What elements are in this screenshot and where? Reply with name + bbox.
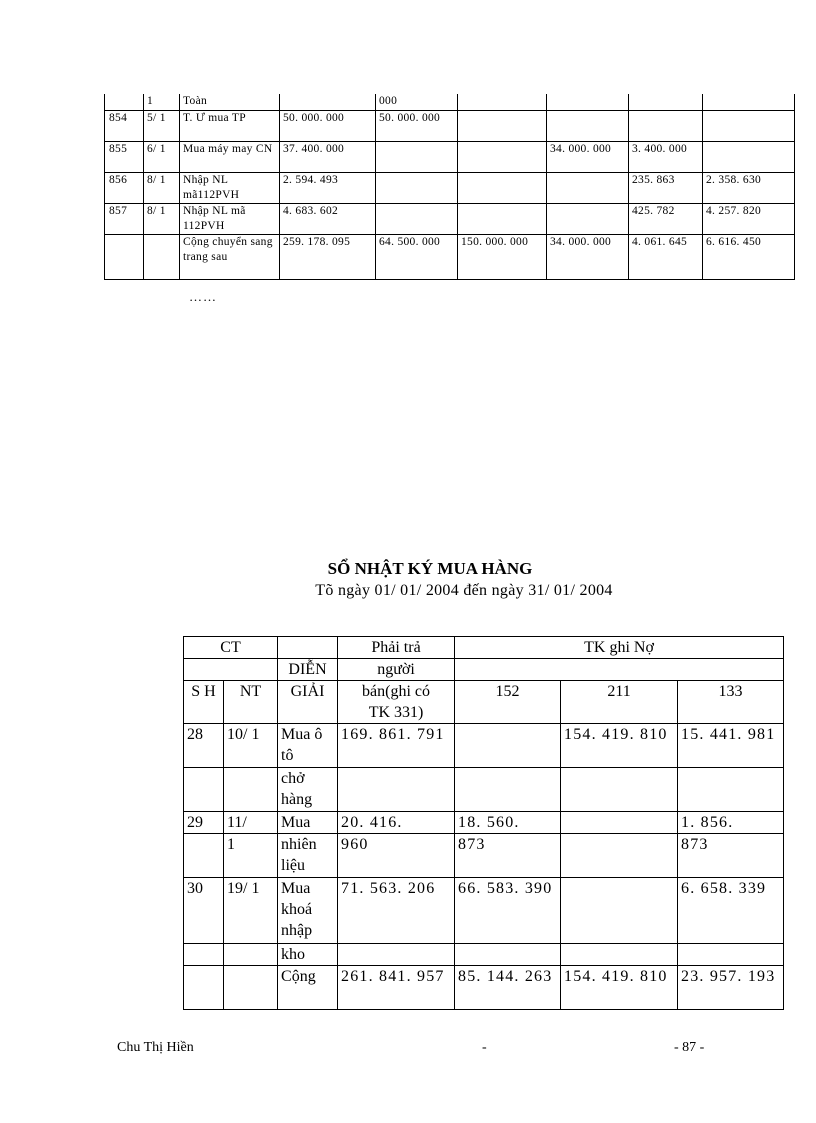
cell-total [280, 94, 376, 111]
cell-desc: kho [278, 944, 338, 966]
page-number: - 87 - [674, 1040, 705, 1055]
cell-value [376, 142, 458, 173]
header-acc-133: 133 [678, 681, 784, 724]
cell-sh [184, 944, 224, 966]
cell-nt [224, 944, 278, 966]
cell-sh: 854 [105, 111, 144, 142]
cell-desc: Mua ô tô [278, 724, 338, 768]
cell-sh: 29 [184, 812, 224, 834]
cell-desc: chở hàng [278, 768, 338, 812]
cell-nt: 1 [224, 834, 278, 878]
cell-total: 259. 178. 095 [280, 235, 376, 280]
cell-payable: 960 [338, 834, 455, 878]
table-row [184, 768, 784, 812]
cell-payable: 20. 416. [338, 812, 455, 834]
cell-acc-152 [455, 944, 561, 966]
table-row [184, 812, 784, 834]
header-acc-211: 211 [561, 681, 678, 724]
cell-desc: Mua [278, 812, 338, 834]
cell-value: 34. 000. 000 [547, 142, 629, 173]
cell-acc-211: 154. 419. 810 [561, 724, 678, 768]
cell-value: 000 [376, 94, 458, 111]
cell-value [458, 204, 547, 235]
purchase-journal-table [183, 636, 784, 1010]
cell-value: 150. 000. 000 [458, 235, 547, 280]
cell-acc-152: 66. 583. 390 [455, 878, 561, 944]
cell-sh [105, 235, 144, 280]
table-row [105, 204, 795, 235]
header-desc: GIẢI [278, 681, 338, 724]
cell-value: 4. 061. 645 [629, 235, 703, 280]
cell-value [629, 94, 703, 111]
cell-value [547, 173, 629, 204]
ellipsis-text: …… [189, 289, 217, 304]
cell-acc-133: 873 [678, 834, 784, 878]
cell-desc: Cộng [278, 966, 338, 1010]
cell-value [547, 204, 629, 235]
cell-value [458, 142, 547, 173]
cell-payable [338, 944, 455, 966]
cell-desc: T. Ư mua TP [180, 111, 280, 142]
cell-acc-211 [561, 944, 678, 966]
cell-acc-211 [561, 878, 678, 944]
cell-desc: Nhập NL mã 112PVH [180, 204, 280, 235]
cell-desc: Mua máy may CN [180, 142, 280, 173]
cell-nt: 6/ 1 [144, 142, 180, 173]
cell-nt [224, 768, 278, 812]
cell-value [703, 142, 795, 173]
cell-nt: 10/ 1 [224, 724, 278, 768]
cell-acc-133: 6. 658. 339 [678, 878, 784, 944]
cell-sh [184, 966, 224, 1010]
cell-value [547, 94, 629, 111]
cell-desc: Cộng chuyển sang trang sau [180, 235, 280, 280]
cell-value [703, 111, 795, 142]
header-acc-152: 152 [455, 681, 561, 724]
table-row [184, 944, 784, 966]
cell-sh: 855 [105, 142, 144, 173]
cell-acc-152 [455, 768, 561, 812]
cell-acc-152: 873 [455, 834, 561, 878]
header-nt: NT [224, 681, 278, 724]
cell-acc-133: 1. 856. [678, 812, 784, 834]
cell-value [458, 94, 547, 111]
cell-desc: Toàn [180, 94, 280, 111]
cell-sh: 856 [105, 173, 144, 204]
cell-value [547, 111, 629, 142]
header-empty [184, 659, 278, 681]
cell-total: 37. 400. 000 [280, 142, 376, 173]
header-row [184, 681, 784, 724]
cell-nt: 8/ 1 [144, 173, 180, 204]
table-row [105, 235, 795, 280]
table-row [105, 94, 795, 111]
header-sh: S H [184, 681, 224, 724]
cell-sh: 28 [184, 724, 224, 768]
header-ct: CT [184, 637, 278, 659]
header-empty [278, 637, 338, 659]
cell-acc-211 [561, 834, 678, 878]
cell-value [376, 204, 458, 235]
cell-acc-133 [678, 768, 784, 812]
cell-nt [224, 966, 278, 1010]
table-row-total [184, 966, 784, 1010]
header-payable-line: bán(ghi có [362, 683, 430, 700]
cell-total: 4. 683. 602 [280, 204, 376, 235]
journal-subtitle: Tõ ngày 01/ 01/ 2004 đến ngày 31/ 01/ 2004 [315, 582, 613, 599]
header-payable: người [338, 659, 455, 681]
cell-value: 6. 616. 450 [703, 235, 795, 280]
cell-acc-152: 85. 144. 263 [455, 966, 561, 1010]
header-row [184, 659, 784, 681]
cell-payable: 71. 563. 206 [338, 878, 455, 944]
header-payable-line: TK 331) [368, 704, 424, 721]
cell-desc: Nhập NL mã112PVH [180, 173, 280, 204]
cell-nt: 5/ 1 [144, 111, 180, 142]
footer-dash: - [482, 1040, 487, 1055]
cell-value: 64. 500. 000 [376, 235, 458, 280]
cell-acc-152: 18. 560. [455, 812, 561, 834]
cell-desc: Mua khoá nhập [278, 878, 338, 944]
header-desc: DIỄN [278, 659, 338, 681]
table-row [184, 878, 784, 944]
cell-value [458, 173, 547, 204]
cell-payable: 169. 861. 791 [338, 724, 455, 768]
cell-nt: 8/ 1 [144, 204, 180, 235]
table-row [184, 724, 784, 768]
ledger-continuation-table [104, 94, 795, 280]
cell-value [629, 111, 703, 142]
cell-sh [184, 834, 224, 878]
cell-acc-211: 154. 419. 810 [561, 966, 678, 1010]
cell-nt: 19/ 1 [224, 878, 278, 944]
table-row [184, 834, 784, 878]
cell-acc-133: 15. 441. 981 [678, 724, 784, 768]
cell-acc-211 [561, 812, 678, 834]
header-row [184, 637, 784, 659]
cell-payable: 261. 841. 957 [338, 966, 455, 1010]
cell-sh: 30 [184, 878, 224, 944]
cell-value: 50. 000. 000 [376, 111, 458, 142]
journal-title: SỔ NHẬT KÝ MUA HÀNG [327, 559, 533, 578]
cell-sh: 857 [105, 204, 144, 235]
cell-value: 3. 400. 000 [629, 142, 703, 173]
cell-acc-133: 23. 957. 193 [678, 966, 784, 1010]
cell-value: 2. 358. 630 [703, 173, 795, 204]
cell-payable [338, 768, 455, 812]
cell-value: 34. 000. 000 [547, 235, 629, 280]
cell-value: 235. 863 [629, 173, 703, 204]
cell-sh [184, 768, 224, 812]
table-row [105, 111, 795, 142]
cell-value [458, 111, 547, 142]
cell-sh [105, 94, 144, 111]
cell-desc: nhiên liệu [278, 834, 338, 878]
cell-value [376, 173, 458, 204]
footer-author: Chu Thị Hiền [117, 1040, 194, 1055]
cell-acc-133 [678, 944, 784, 966]
header-payable [338, 681, 455, 724]
cell-total: 50. 000. 000 [280, 111, 376, 142]
header-tk-debit: TK ghi Nợ [455, 637, 784, 659]
cell-value: 425. 782 [629, 204, 703, 235]
cell-nt: 11/ [224, 812, 278, 834]
header-payable: Phải trả [338, 637, 455, 659]
cell-value: 4. 257. 820 [703, 204, 795, 235]
table-row [105, 173, 795, 204]
cell-acc-152 [455, 724, 561, 768]
cell-nt: 1 [144, 94, 180, 111]
header-empty [455, 659, 784, 681]
table-row [105, 142, 795, 173]
cell-nt [144, 235, 180, 280]
cell-total: 2. 594. 493 [280, 173, 376, 204]
cell-acc-211 [561, 768, 678, 812]
cell-value [703, 94, 795, 111]
